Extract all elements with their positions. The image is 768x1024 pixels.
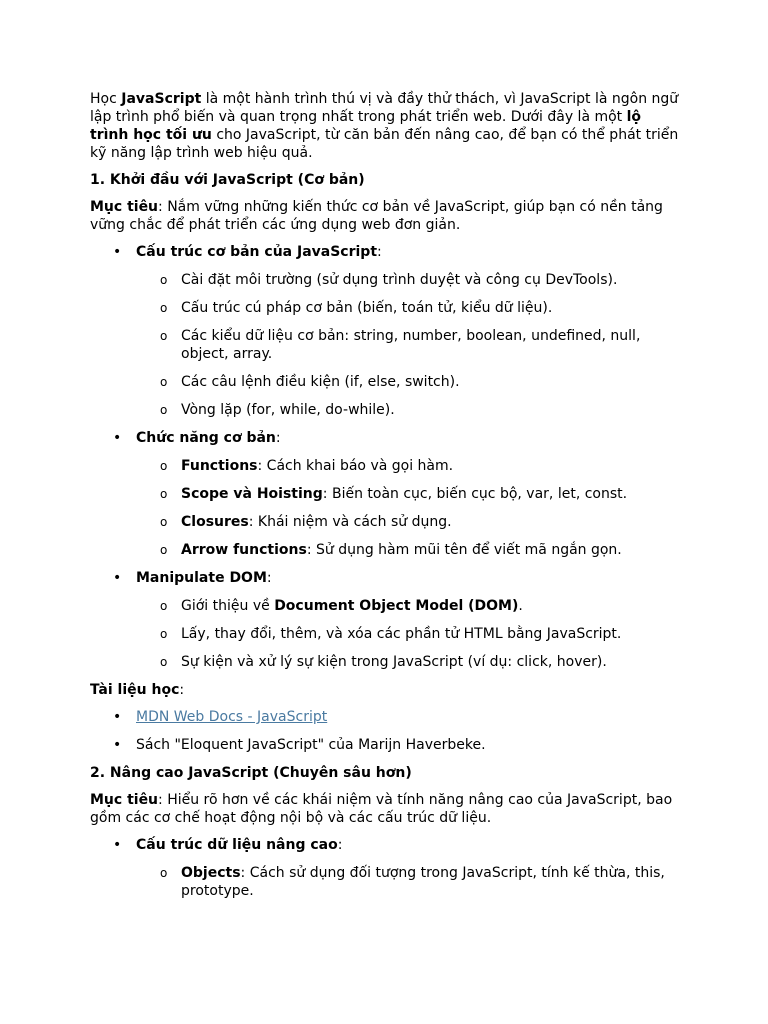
circle-bullet: o — [160, 403, 168, 417]
subtopic-list — [136, 457, 682, 559]
circle-bullet: o — [160, 515, 168, 529]
list-item: o Functions: Cách khai báo và gọi hàm. — [160, 458, 454, 474]
circle-bullet: o — [160, 599, 168, 613]
circle-bullet: o — [160, 273, 168, 287]
group-label: Cấu trúc dữ liệu nâng cao — [136, 837, 338, 853]
list-item: o Các kiểu dữ liệu cơ bản: string, number, boolean, undefined, null, object, array. — [160, 328, 641, 362]
disc-bullet: • — [113, 837, 122, 853]
circle-bullet: o — [160, 375, 168, 389]
section2-group-data-structures — [90, 836, 682, 900]
list-item: o Scope và Hoisting: Biến toàn cục, biến cục bộ, var, let, const. — [160, 486, 628, 502]
list-item: o Sự kiện và xử lý sự kiện trong JavaScript (ví dụ: click, hover). — [160, 654, 607, 670]
section2-heading: 2. Nâng cao JavaScript (Chuyên sâu hơn) — [90, 765, 412, 781]
disc-bullet: • — [113, 244, 122, 260]
section1-heading: 1. Khởi đầu với JavaScript (Cơ bản) — [90, 172, 365, 188]
circle-bullet: o — [160, 301, 168, 315]
circle-bullet: o — [160, 655, 168, 669]
section2-goal — [90, 791, 682, 827]
disc-bullet: • — [113, 709, 122, 725]
group-label-line: Manipulate DOM: — [136, 570, 272, 586]
intro-text-2: là một hành trình thú vị và đầy thử thách, vì JavaScript là ngôn ngữ lập trình phổ biến và quan trọng nhất trong phát triển web. Dưới đây là một — [90, 91, 679, 125]
group-label: Manipulate DOM — [136, 570, 267, 586]
mdn-docs-link[interactable]: MDN Web Docs - JavaScript — [136, 709, 328, 725]
group-label-line: Cấu trúc dữ liệu nâng cao: — [136, 837, 343, 853]
circle-bullet: o — [160, 627, 168, 641]
document-page — [90, 90, 682, 910]
circle-bullet: o — [160, 866, 168, 880]
section1-goal-text: : Nắm vững những kiến thức cơ bản về JavaScript, giúp bạn có nền tảng vững chắc để phát triển các ứng dụng web đơn giản. — [90, 199, 663, 233]
list-item: o Vòng lặp (for, while, do-while). — [160, 402, 395, 418]
list-item: o Giới thiệu về Document Object Model (DOM). — [160, 598, 523, 614]
list-item: o Objects: Cách sử dụng đối tượng trong JavaScript, tính kế thừa, this, prototype. — [160, 865, 665, 899]
section2-goal-text: : Hiểu rõ hơn về các khái niệm và tính năng nâng cao của JavaScript, bao gồm các cơ chế hoạt động nội bộ và các cấu trúc dữ liệu. — [90, 792, 673, 826]
subtopic-list — [136, 271, 682, 419]
section1-group-structure — [90, 243, 682, 419]
disc-bullet: • — [113, 570, 122, 586]
intro-text-3: cho JavaScript, từ căn bản đến nâng cao, để bạn có thể phát triển kỹ năng lập trình web hiệu quả. — [90, 127, 679, 161]
intro-text-1: Học — [90, 91, 122, 107]
disc-bullet: • — [113, 737, 122, 753]
section2-topic-list — [90, 836, 682, 900]
section1-group-dom — [90, 569, 682, 671]
list-item: o Cấu trúc cú pháp cơ bản (biến, toán tử, kiểu dữ liệu). — [160, 300, 553, 316]
list-item: o Các câu lệnh điều kiện (if, else, switch). — [160, 374, 460, 390]
circle-bullet: o — [160, 487, 168, 501]
list-item: o Arrow functions: Sử dụng hàm mũi tên để viết mã ngắn gọn. — [160, 542, 622, 558]
group-label: Cấu trúc cơ bản của JavaScript — [136, 244, 378, 260]
intro-bold-javascript: JavaScript — [121, 91, 202, 107]
circle-bullet: o — [160, 459, 168, 473]
circle-bullet: o — [160, 543, 168, 557]
section1-topic-list — [90, 243, 682, 671]
intro-paragraph — [90, 90, 682, 162]
resource-item-book: • Sách "Eloquent JavaScript" của Marijn Haverbeke. — [113, 737, 486, 753]
section1-group-functions — [90, 429, 682, 559]
subtopic-list — [136, 864, 682, 900]
section1-goal — [90, 198, 682, 234]
resource-item-mdn — [90, 708, 682, 726]
group-label-line: Cấu trúc cơ bản của JavaScript: — [136, 244, 382, 260]
section2-goal-label: Mục tiêu — [90, 792, 159, 808]
list-item: o Closures: Khái niệm và cách sử dụng. — [160, 514, 452, 530]
list-item: o Cài đặt môi trường (sử dụng trình duyệt và công cụ DevTools). — [160, 272, 618, 288]
intro-bold-roadmap: lộ trình học tối ưu — [90, 109, 642, 143]
circle-bullet: o — [160, 329, 168, 343]
list-item: o Lấy, thay đổi, thêm, và xóa các phần tử HTML bằng JavaScript. — [160, 626, 622, 642]
group-label-line: Chức năng cơ bản: — [136, 430, 281, 446]
group-label: Chức năng cơ bản — [136, 430, 276, 446]
resources-list — [90, 708, 682, 754]
disc-bullet: • — [113, 430, 122, 446]
resources-heading: Tài liệu học: — [90, 682, 185, 698]
subtopic-list — [136, 597, 682, 671]
section1-goal-label: Mục tiêu — [90, 199, 159, 215]
